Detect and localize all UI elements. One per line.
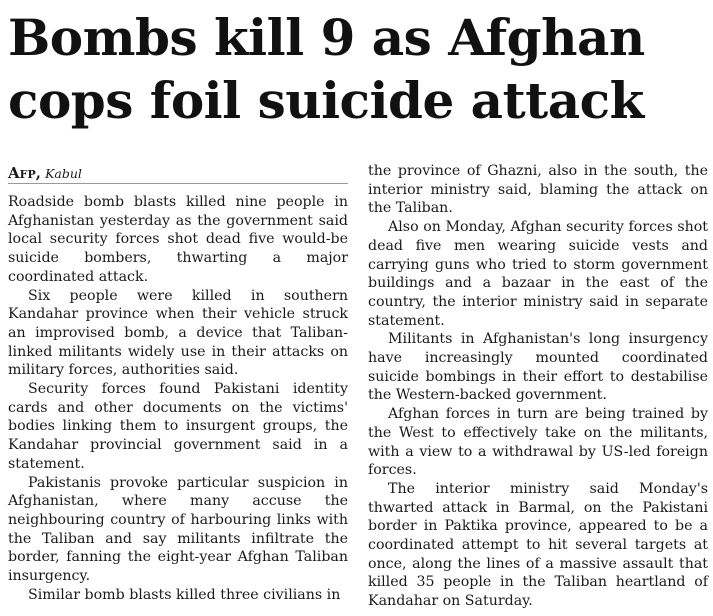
article-paragraph: Afghan forces in turn are being trained by the West to effectively take on the militants, with a view to a withdrawal by US-led foreign forces. [368, 406, 708, 479]
article-paragraph: Militants in Afghanistan's long insurgency have increasingly mounted coordinated suicide bombings in their effort to destabilise the Western-backed government. [368, 331, 708, 404]
article-paragraph: Roadside bomb blasts killed nine people in Afghanistan yesterday as the government said local security forces shot dead five would-be suicide bombers, thwarting a major coordinated attack. [8, 194, 348, 285]
article-column-left [8, 162, 348, 604]
byline-agency: Afp, [8, 164, 41, 182]
article-paragraph: the province of Ghazni, also in the south, the interior ministry said, blaming the attack on the Taliban. [368, 163, 708, 217]
headline-line-1: Bombs kill 9 as Afghan [8, 8, 645, 67]
article-paragraph: The interior ministry said Monday's thwarted attack in Barmal, on the Pakistani border in Paktika province, appeared to be a coordinated attempt to hit several targets at once, along the lines of a massive assault that killed 35 people in the Taliban heartland of Kandahar on Saturday. [368, 480, 708, 610]
article-paragraph: Also on Monday, Afghan security forces shot dead five men wearing suicide vests and carrying guns who tried to storm government buildings and a bazaar in the east of the country, the interior ministry said in separate statement. [368, 219, 708, 329]
article-paragraph: Pakistanis provoke particular suspicion in Afghanistan, where many accuse the neighbouring country of harbouring links with the Taliban and say militants infiltrate the border, fanning the eight-year Afghan Taliban insurgency. [8, 474, 348, 585]
article-paragraph: Similar bomb blasts killed three civilians in [28, 586, 341, 603]
article-paragraph: Six people were killed in southern Kandahar province when their vehicle struck an improvised bomb, a device that Taliban-linked militants widely use in their attacks on military forces, authorities said. [8, 287, 348, 379]
article-paragraph: Security forces found Pakistani identity cards and other documents on the victims' bodies linking them to insurgent groups, the Kandahar provincial government said in a statement. [8, 381, 348, 472]
byline [8, 162, 348, 184]
headline-line-2: cops foil suicide attack [8, 71, 644, 130]
article-column-right [368, 162, 708, 611]
byline-place: Kabul [45, 166, 82, 181]
headline [8, 6, 708, 132]
